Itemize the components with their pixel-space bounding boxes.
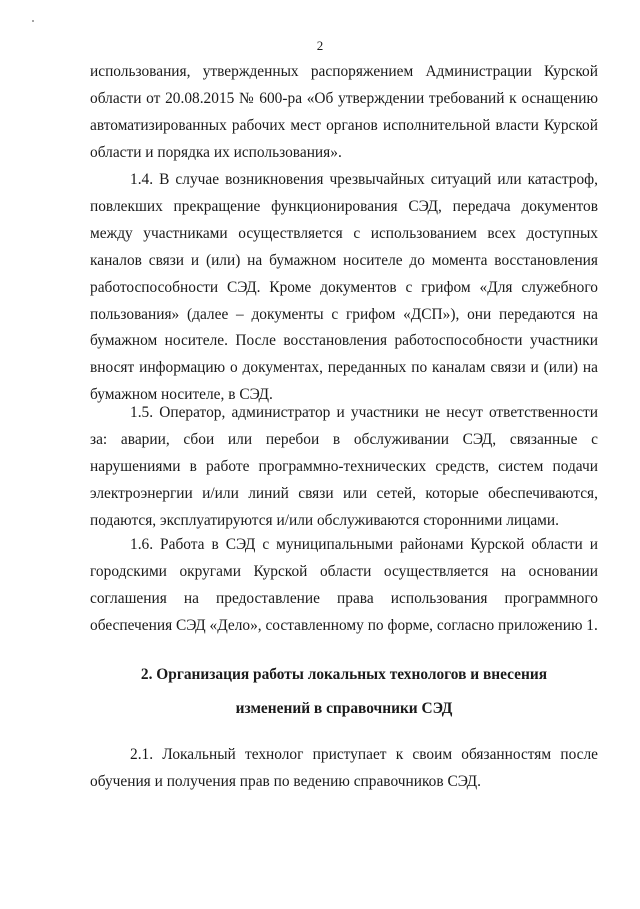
paragraph-1-5: 1.5. Оператор, администратор и участники не несут ответственности за: аварии, сбои или перебои в обслуживании СЭД, связанные с нарушениями в работе программно-технических средств, систем подачи электроэнергии и/или линий связи или сетей, которые обеспечиваются, подаются, эксплуатируются и/или обслуживаются сторонними лицами.: [90, 404, 598, 529]
scan-artifact: [32, 20, 34, 22]
paragraph-continuation: использования, утвержденных распоряжением Администрации Курской области от 20.08.2015 № 600-ра «Об утверждении требований к оснащению автоматизированных рабочих мест органов исполнительной власти Курской области и порядка их использования».: [90, 63, 598, 161]
section-heading-line-1: 2. Организация работы локальных технологов и внесения: [140, 666, 548, 683]
paragraph-1-6: 1.6. Работа в СЭД с муниципальными районами Курской области и городскими округами Курской области осуществляется на основании соглашения на предоставление права использования программного обеспечения СЭД «Дело», составленному по форме, согласно приложению 1.: [90, 536, 598, 634]
paragraph-2-1: 2.1. Локальный технолог приступает к своим обязанностям после обучения и получения прав по ведению справочников СЭД.: [90, 746, 598, 790]
page-number: 2: [316, 38, 324, 53]
paragraph-1-4: 1.4. В случае возникновения чрезвычайных ситуаций или катастроф, повлекших прекращение функционирования СЭД, передача документов между участниками осуществляется с использованием всех доступных каналов связи и (или) на бумажном носителе до момента восстановления работоспособности СЭД. Кроме документов с грифом «Для служебного пользования» (далее – документы с грифом «ДСП»), они передаются на бумажном носителе. После восстановления работоспособности участники вносят информацию о документах, переданных по каналам связи и (или) на бумажном носителе, в СЭД.: [90, 171, 598, 404]
section-heading: [90, 660, 598, 724]
section-heading-line-2: изменений в справочники СЭД: [235, 700, 453, 717]
